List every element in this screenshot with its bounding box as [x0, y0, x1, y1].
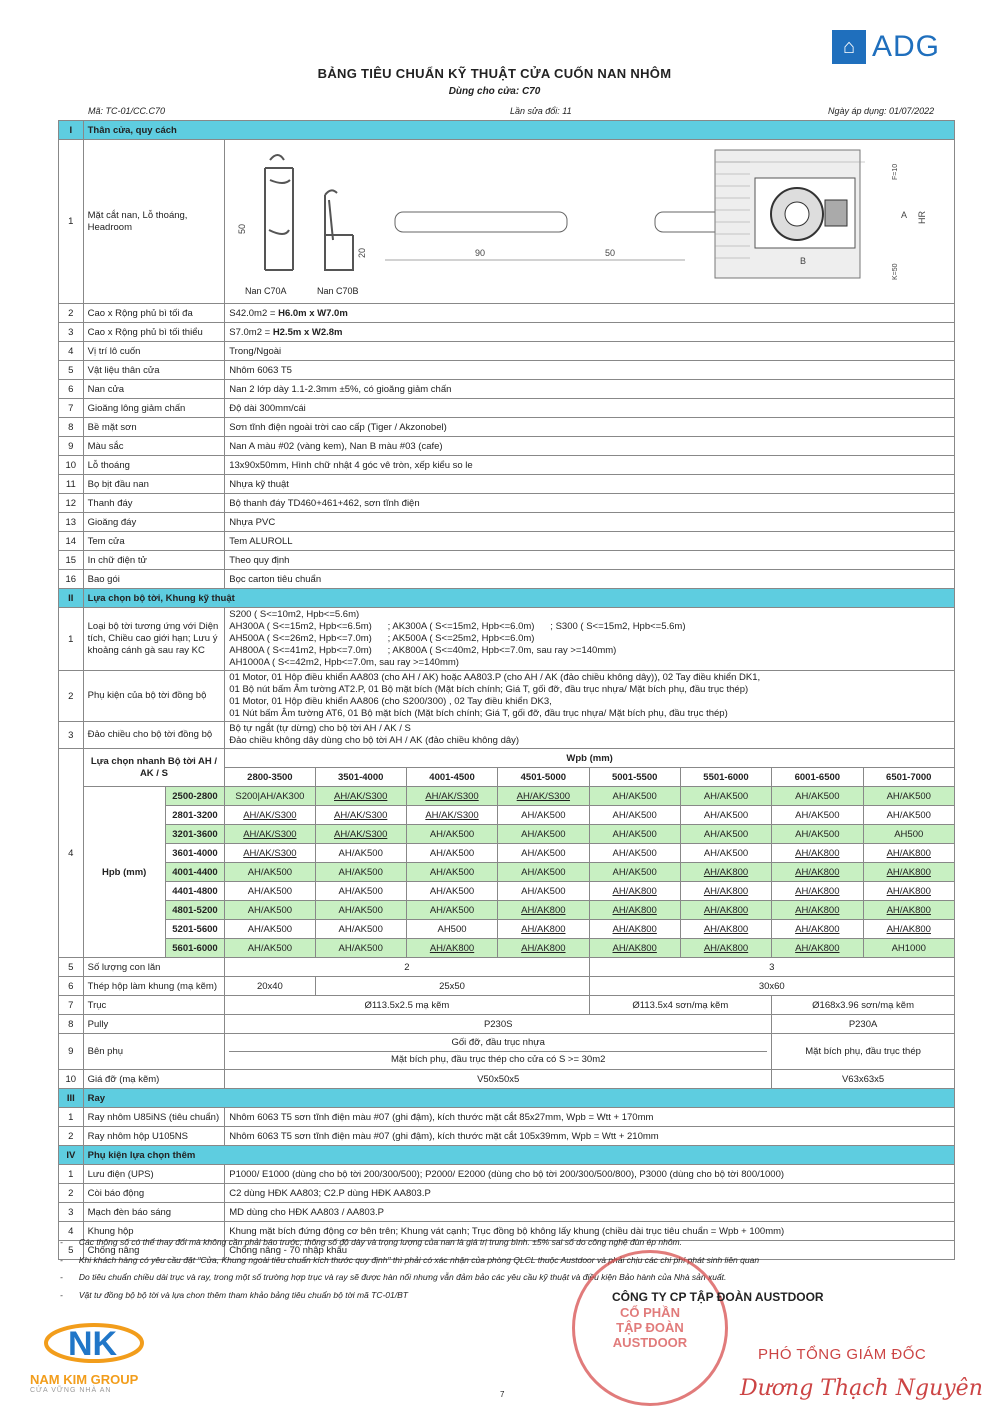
spec-row: 13 Gioăng đáy Nhựa PVC [59, 513, 955, 532]
doc-date: Ngày áp dụng: 01/07/2022 [828, 106, 935, 116]
nam-kim-logo-mark [30, 1315, 160, 1365]
dim-50b: 50 [605, 248, 616, 258]
label-nan-c70a: Nan C70A [245, 286, 287, 296]
footnote: - Do tiêu chuẩn chiều dài trục và ray, trong một số trường hợp trục và ray sẽ được hàn nối nhưng vẫn đảm bảo các yêu cầu kỹ thuật và điều kiện Bảo hành của Nhà sản xuất. [60, 1269, 759, 1287]
spec-row: 8 Bề mặt sơn Sơn tĩnh điện ngoài trời cao cấp (Tiger / Akzonobel) [59, 418, 955, 437]
adg-logo [832, 30, 940, 64]
nan-c70b-profile [325, 190, 353, 270]
dim-50: 50 [237, 223, 248, 234]
document-subtitle: Dùng cho cửa: C70 [448, 86, 541, 97]
spec-row: 7 Gioăng lông giảm chấn Độ dài 300mm/cái [59, 399, 955, 418]
spec-row: 1 Lưu điện (UPS) P1000/ E1000 (dùng cho bộ tời 200/300/500); P2000/ E2000 (dùng cho bộ tời 200/300/500/800), P3000 (dùng cho bộ tời 800/1000) [59, 1165, 955, 1184]
grid-row: 5601-6000 AH/AK500 AH/AK500 AH/AK800 AH/AK800 AH/AK800 AH/AK800 AH/AK800 AH1000 [59, 939, 955, 958]
spec-row: 5 Vật liệu thân cửa Nhôm 6063 T5 [59, 361, 955, 380]
cross-section-drawing [225, 140, 937, 300]
spec-row: 11 Bọ bịt đầu nan Nhựa kỹ thuật [59, 475, 955, 494]
section-header-3: III Ray [59, 1089, 955, 1108]
grid-row: 3201-3600 AH/AK/S300 AH/AK/S300 AH/AK500 AH/AK500 AH/AK500 AH/AK500 AH/AK500 AH500 [59, 825, 955, 844]
nam-kim-logo: NK NAM KIM GROUP CỬA VỮNG NHÀ AN [30, 1315, 160, 1394]
dim-20: 20 [357, 247, 368, 258]
company-name: CÔNG TY CP TẬP ĐOÀN AUSTDOOR [612, 1290, 824, 1304]
dim-90: 90 [475, 248, 486, 258]
spec-row: 12 Thanh đáy Bộ thanh đáy TD460+461+462, sơn tĩnh điện [59, 494, 955, 513]
section-header-2: II Lựa chọn bộ tời, Khung kỹ thuật [59, 589, 955, 608]
dim-a: A [901, 210, 908, 220]
footnote: - Vật tư đồng bộ bộ tời và lựa chon thêm tham khảo bảng tiêu chuẩn bộ tời mã TC-01/BT [60, 1287, 759, 1305]
spec-row: 10 Lỗ thoáng 13x90x50mm, Hình chữ nhật 4 góc vê tròn, xếp kiểu so le [59, 456, 955, 475]
dim-k: K=50 [892, 263, 900, 280]
grid-row: 4401-4800 AH/AK500 AH/AK500 AH/AK500 AH/AK500 AH/AK800 AH/AK800 AH/AK800 AH/AK800 [59, 882, 955, 901]
doc-revision: Lần sửa đổi: 11 [510, 106, 572, 116]
spec-row: 5 Chống nâng Chống nâng - 70 nhập khẩu [59, 1241, 955, 1260]
svg-text:NK: NK [68, 1325, 118, 1363]
spec-row-s2r3: 3 Đảo chiều cho bộ tời đồng bộ Bộ tự ngắt (tự dừng) cho bộ tời AH / AK / S Đảo chiều không dây dùng cho bộ tời AH / AK (đảo chiều không dây) [59, 722, 955, 749]
row-cross-section: 1 Mặt cắt nan, Lỗ thoáng, Headroom 50 20 Nan C70A Nan C70B 90 50 A B HR F=10 K=50 [59, 140, 955, 304]
spec-row: 2 Cao x Rộng phủ bì tối đa S42.0m2 = H6.0m x W7.0m [59, 304, 955, 323]
spec-row-s2r1: 1 Loại bộ tời tương ứng với Diện tích, Chiều cao giới hạn; Lưu ý khoảng cánh gà sau ray KC S200 ( S<=10m2, Hpb<=5.6m) AH300A ( S<=15m2, Hpb<=6.5m) ; AK300A ( S<=15m2, Hpb<=6.0m) ; S300 ( S<=15m2, Hpb<=5.6m) AH500A ( S<=26m2, Hpb<=7.0m) ; AK500A ( S<=25m2, Hpb<=6.0m) AH800A ( S<=41m2, Hpb<=7.0m) ; AK800A ( S<=40m2, Hpb<=7.0m, sau ray >=140mm) AH1000A ( S<=42m2, Hpb<=7.0m, sau ray >=140mm) [59, 608, 955, 671]
footnote: - Khi khách hàng có yêu cầu đặt "Cửa, Khung ngoài tiêu chuẩn kích thước quy định" thì phải có xác nhận của phòng QLCL thuộc Austdoor và phải chịu các chi phí phát sinh liên quan [60, 1252, 759, 1270]
adg-logo-text: ADG [872, 30, 941, 63]
spec-row: 6 Nan cửa Nan 2 lớp dày 1.1-2.3mm ±5%, có gioăng giảm chấn [59, 380, 955, 399]
doc-code: Mã: TC-01/CC.C70 [88, 106, 166, 116]
spec-row-s2r2: 2 Phụ kiện của bộ tời đồng bộ 01 Motor, 01 Hộp điều khiển AA803 (cho AH / AK) hoặc AA803.P (cho AH / AK (đảo chiều không dây)), 02 Tay điều khiển DK1, 01 Bộ nút bấm Âm tường AT2.P, 01 Bộ mặt bích (Mặt bích chính; Giá T, gối đỡ, đầu trục nhựa/ Mặt bích phụ, đầu trục thép) 01 Motor, 01 Hộp điều khiển AA806 (cho S200/300) , 02 Tay điều khiển DK3, 01 Nút bấm Âm tường AT6, 01 Bộ mặt bích (Mặt bích chính; Giá T, gối đỡ, đầu trục nhựa/ Mặt bích phụ, đầu trục thép) [59, 671, 955, 722]
grid-columns-row: 2800-3500 3501-4000 4001-4500 4501-5000 5001-5500 5501-6000 6001-6500 6501-7000 [59, 768, 955, 787]
label-nan-c70b: Nan C70B [317, 286, 359, 296]
grid-row: 2801-3200 AH/AK/S300 AH/AK/S300 AH/AK/S300 AH/AK500 AH/AK500 AH/AK500 AH/AK500 AH/AK500 [59, 806, 955, 825]
spec-row: 1 Ray nhôm U85iNS (tiêu chuẩn) Nhôm 6063 T5 sơn tĩnh điện màu #07 (ghi đậm), kích thước mặt cắt 85x27mm, Wpb = Wtt + 170mm [59, 1108, 955, 1127]
document-title: BẢNG TIÊU CHUẨN KỸ THUẬT CỬA CUỐN NAN NHÔM [317, 66, 672, 81]
spec-row: 4 Vị trí lô cuốn Trong/Ngoài [59, 342, 955, 361]
spec-row-s2r10: 10 Giá đỡ (mạ kẽm) V50x50x5 V63x63x5 [59, 1070, 955, 1089]
page-number: 7 [500, 1390, 505, 1399]
dim-hr: HR [917, 211, 928, 224]
spec-row: 2 Còi báo động C2 dùng HĐK AA803; C2.P dùng HĐK AA803.P [59, 1184, 955, 1203]
nan-c70a-profile [265, 155, 293, 270]
grid-row: 3601-4000 AH/AK/S300 AH/AK500 AH/AK500 AH/AK500 AH/AK500 AH/AK500 AH/AK800 AH/AK800 [59, 844, 955, 863]
company-stamp: CỔ PHẦN TẬP ĐOÀN AUSTDOOR [572, 1250, 728, 1406]
headroom-drawing [715, 150, 927, 280]
section-header-4: IV Phụ kiện lựa chọn thêm [59, 1146, 955, 1165]
spec-row: 4 Khung hộp Khung mặt bích đứng động cơ bên trên; Khung vát cạnh; Trục đồng bộ không lấy khung (chiều dài trục tiêu chuẩn = Wpb + 100mm) [59, 1222, 955, 1241]
spec-row-s2r5: 5 Số lượng con lăn 2 3 [59, 958, 955, 977]
vent-hole-1 [395, 212, 567, 232]
spec-row: 3 Mạch đèn báo sáng MD dùng cho HĐK AA803 / AA803.P [59, 1203, 955, 1222]
spec-row: 2 Ray nhôm hộp U105NS Nhôm 6063 T5 sơn tĩnh điện màu #07 (ghi đậm), kích thước mặt cắt 105x39mm, Wpb = Wtt + 210mm [59, 1127, 955, 1146]
adg-logo-mark: ⌂ [832, 30, 866, 64]
spec-table [58, 120, 955, 1260]
spec-row-s2r8: 8 Pully P230S P230A [59, 1015, 955, 1034]
spec-row-s2r9: 9 Bên phụ Gối đỡ, đầu trục nhựa Mặt bích phụ, đầu trục thép cho cửa có S >= 30m2 Mặt bích phụ, đầu trục thép [59, 1034, 955, 1070]
spec-row: 3 Cao x Rộng phủ bì tối thiểu S7.0m2 = H2.5m x W2.8m [59, 323, 955, 342]
grid-row: 5201-5600 AH/AK500 AH/AK500 AH500 AH/AK800 AH/AK800 AH/AK800 AH/AK800 AH/AK800 [59, 920, 955, 939]
spec-row: 9 Màu sắc Nan A màu #02 (vàng kem), Nan B màu #03 (cafe) [59, 437, 955, 456]
section-header-1: I Thân cửa, quy cách [59, 121, 955, 140]
footnote: - Các thông số có thể thay đổi mà không cần phải báo trước; thông số độ dày và trọng lượng của nan là giá trị trung bình. ±5% sai số do công nghệ đùn ép nhôm. [60, 1234, 759, 1252]
spec-row: 16 Bao gói Bọc carton tiêu chuẩn [59, 570, 955, 589]
spec-row: 15 In chữ điện tử Theo quy định [59, 551, 955, 570]
grid-row: 4001-4400 AH/AK500 AH/AK500 AH/AK500 AH/AK500 AH/AK500 AH/AK800 AH/AK800 AH/AK800 [59, 863, 955, 882]
signer-title: PHÓ TỔNG GIÁM ĐỐC [758, 1346, 927, 1363]
spec-row-s2r7: 7 Trục Ø113.5x2.5 mạ kẽm Ø113.5x4 sơn/mạ kẽm Ø168x3.96 sơn/mạ kẽm [59, 996, 955, 1015]
dim-f: F=10 [892, 163, 900, 180]
grid-header-row: 4 Lựa chọn nhanh Bộ tời AH / AK / S Wpb (mm) [59, 749, 955, 768]
grid-row: Hpb (mm) 2500-2800 S200|AH/AK300 AH/AK/S300 AH/AK/S300 AH/AK/S300 AH/AK500 AH/AK500 AH/AK500 AH/AK500 [59, 787, 955, 806]
signer-name: Dương Thạch Nguyên [740, 1376, 983, 1401]
spec-row-s2r6: 6 Thép hộp làm khung (mạ kẽm) 20x40 25x50 30x60 [59, 977, 955, 996]
dim-b: B [800, 256, 807, 266]
spec-row: 14 Tem cửa Tem ALUROLL [59, 532, 955, 551]
grid-row: 4801-5200 AH/AK500 AH/AK500 AH/AK500 AH/AK800 AH/AK800 AH/AK800 AH/AK800 AH/AK800 [59, 901, 955, 920]
